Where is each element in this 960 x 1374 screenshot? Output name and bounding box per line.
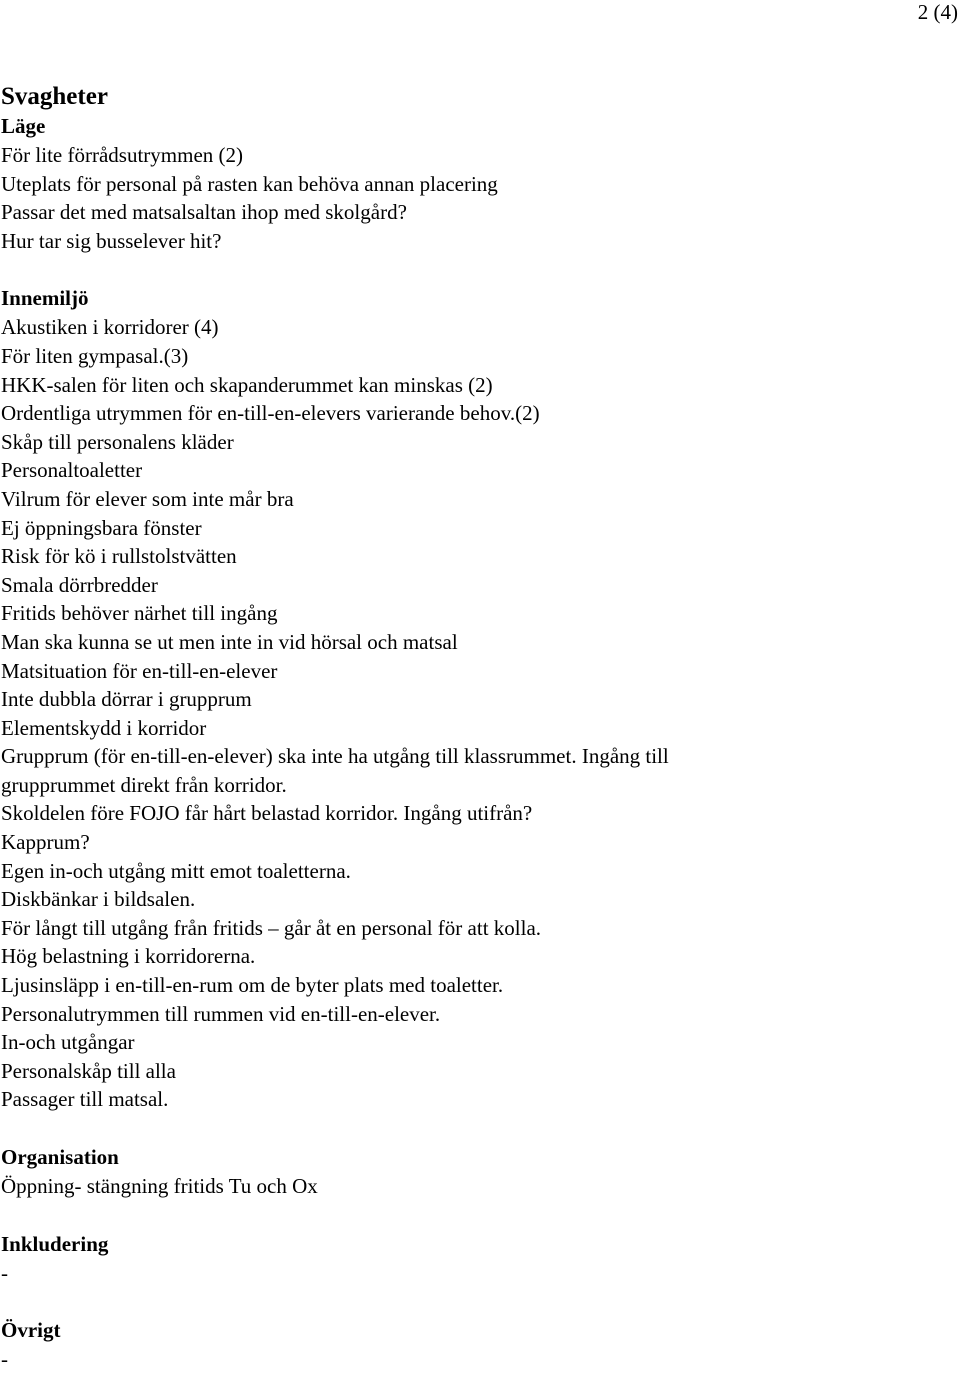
list-item: Personalskåp till alla <box>1 1058 176 1083</box>
document-title: Svagheter <box>1 83 108 110</box>
list-item: Egen in-och utgång mitt emot toaletterna. <box>1 858 351 883</box>
list-item: För långt till utgång från fritids – går åt en personal för att kolla. <box>1 915 542 940</box>
list-item: Man ska kunna se ut men inte in vid hörsal och matsal <box>1 629 458 654</box>
list-item: Uteplats för personal på rasten kan behöva annan placering <box>1 171 498 196</box>
section-heading: Läge <box>1 114 46 138</box>
list-item: Fritids behöver närhet till ingång <box>1 601 278 626</box>
list-item: Passager till matsal. <box>1 1087 169 1112</box>
list-item: Elementskydd i korridor <box>1 715 207 740</box>
section-organisation <box>1 1143 801 1201</box>
list-item: Skoldelen före FOJO får hårt belastad korridor. Ingång utifrån? <box>1 801 533 826</box>
list-item: grupprummet direkt från korridor. <box>1 772 287 797</box>
section-heading: Organisation <box>1 1145 119 1169</box>
list-item: Skåp till personalens kläder <box>1 429 234 454</box>
list-item: Ljusinsläpp i en-till-en-rum om de byter plats med toaletter. <box>1 973 504 998</box>
section-gap <box>1 1287 801 1316</box>
list-item: Kapprum? <box>1 830 90 855</box>
section-heading: Innemiljö <box>1 286 89 311</box>
list-item: - <box>1 1260 8 1285</box>
section-gap <box>1 1201 801 1230</box>
section-inkludering <box>1 1230 801 1288</box>
list-item: Öppning- stängning fritids Tu och Ox <box>1 1174 318 1198</box>
list-item: In-och utgångar <box>1 1030 135 1055</box>
list-item: Vilrum för elever som inte mår bra <box>1 486 294 511</box>
list-item: - <box>1 1347 8 1372</box>
section-lage <box>1 112 801 255</box>
list-item: För lite förrådsutrymmen (2) <box>1 143 244 167</box>
page-number: 2 (4) <box>917 0 958 24</box>
section-heading: Inkludering <box>1 1231 109 1256</box>
section-heading: Övrigt <box>1 1318 61 1343</box>
section-ovrigt <box>1 1316 801 1374</box>
list-item: Inte dubbla dörrar i grupprum <box>1 687 252 712</box>
list-item: Ej öppningsbara fönster <box>1 515 202 540</box>
list-item: Akustiken i korridorer (4) <box>1 315 219 340</box>
list-item: Passar det med matsalsaltan ihop med skolgård? <box>1 200 407 225</box>
list-item: Personalutrymmen till rummen vid en-till-en-elever. <box>1 1001 441 1026</box>
document-body <box>1 82 801 1374</box>
list-item: HKK-salen för liten och skapanderummet kan minskas (2) <box>1 372 493 397</box>
list-item: Smala dörrbredder <box>1 572 158 597</box>
list-item: Hur tar sig busselever hit? <box>1 228 222 253</box>
list-item: Hög belastning i korridorerna. <box>1 944 256 969</box>
section-gap <box>1 1114 801 1143</box>
list-item: Risk för kö i rullstolstvätten <box>1 544 237 569</box>
list-item: Diskbänkar i bildsalen. <box>1 887 196 912</box>
list-item: Grupprum (för en-till-en-elever) ska inte ha utgång till klassrummet. Ingång till <box>1 744 669 769</box>
list-item: Ordentliga utrymmen för en-till-en-elevers varierande behov.(2) <box>1 401 540 426</box>
section-gap <box>1 255 801 284</box>
list-item: För liten gympasal.(3) <box>1 343 189 368</box>
list-item: Matsituation för en-till-en-elever <box>1 658 278 683</box>
list-item: Personaltoaletter <box>1 458 143 483</box>
section-innemiljo <box>1 284 801 1114</box>
